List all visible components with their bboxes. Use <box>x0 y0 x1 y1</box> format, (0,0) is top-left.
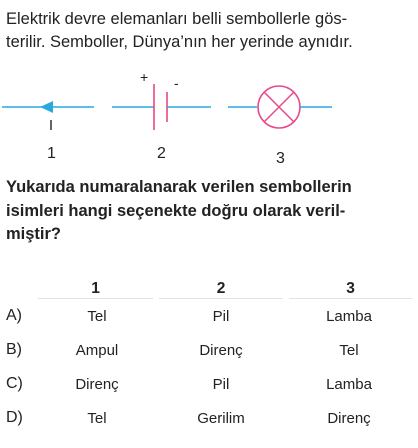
answer-cell: Ampul <box>75 341 119 359</box>
answer-row-c[interactable] <box>0 367 412 401</box>
header-col-3: 3 <box>286 272 412 299</box>
answer-cell: Gerilim <box>197 409 245 427</box>
symbol-3-number: 3 <box>276 150 285 167</box>
symbol-2-battery <box>112 70 211 130</box>
intro-line-2: terilir. Semboller, Dünya’nın her yerinde aynıdır. <box>6 33 353 51</box>
symbol-1-number: 1 <box>47 145 56 162</box>
question-line-1: Yukarıda numaralanarak verilen sembollerin <box>6 178 352 196</box>
intro-line-1: Elektrik devre elemanları belli sembollerle gös- <box>6 10 348 28</box>
answer-cell: Pil <box>212 307 230 325</box>
answer-cell: Pil <box>212 375 230 393</box>
symbols-svg <box>0 70 418 170</box>
battery-minus-sign: - <box>174 75 179 91</box>
answer-cell: Tel <box>339 341 359 359</box>
symbol-1-arrowhead <box>40 101 53 113</box>
answer-cell: Tel <box>87 307 107 325</box>
question-line-3: miştir? <box>6 225 62 243</box>
symbol-3-lamp <box>228 86 332 128</box>
intro-text <box>6 8 414 54</box>
option-label[interactable]: C) <box>6 375 23 392</box>
question-text <box>6 176 414 247</box>
answer-cell: Tel <box>87 409 107 427</box>
battery-plus-sign: + <box>140 70 149 85</box>
question-line-2: isimleri hangi seçenekte doğru olarak veril- <box>6 201 346 220</box>
answer-table-header <box>0 272 412 299</box>
answer-cell: Direnç <box>199 341 243 359</box>
answer-row-d[interactable] <box>0 401 412 435</box>
answer-table <box>0 272 412 435</box>
option-label[interactable]: B) <box>6 341 22 358</box>
answer-row-b[interactable] <box>0 333 412 367</box>
symbol-2-number: 2 <box>157 145 166 162</box>
header-col-1: 1 <box>38 272 156 299</box>
answer-row-a[interactable] <box>0 299 412 334</box>
answer-cell: Direnç <box>75 375 119 393</box>
symbol-1-wire <box>2 101 94 130</box>
option-label[interactable]: A) <box>6 306 22 324</box>
header-option-spacer <box>0 272 38 299</box>
option-label[interactable]: D) <box>6 409 23 426</box>
answer-cell: Lamba <box>326 307 372 325</box>
symbol-diagram <box>0 70 418 170</box>
header-col-2: 2 <box>156 272 286 299</box>
answer-cell: Direnç <box>327 409 371 427</box>
answer-cell: Lamba <box>326 375 372 393</box>
